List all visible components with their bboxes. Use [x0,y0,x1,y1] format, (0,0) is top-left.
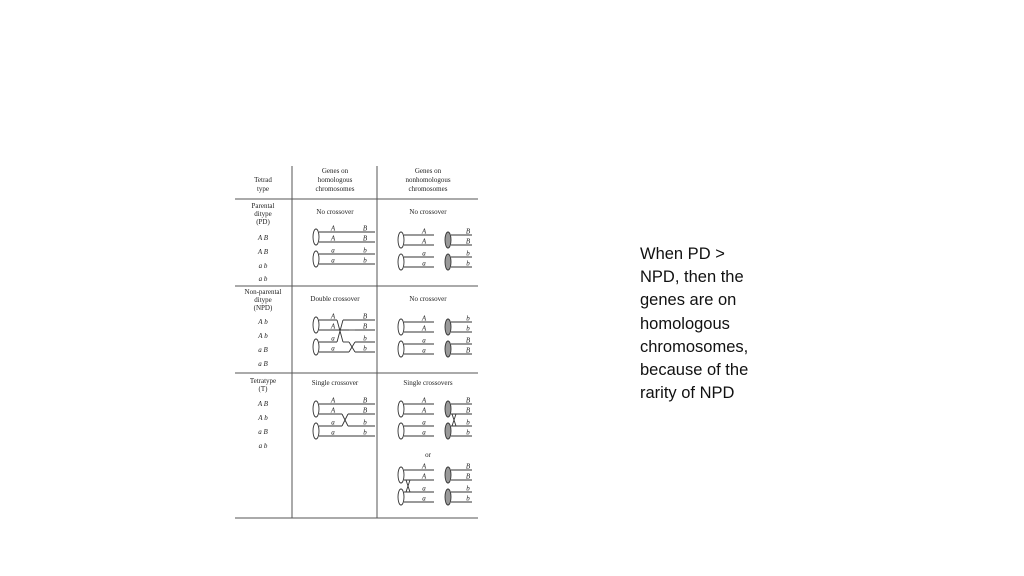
t-or-label: or [425,451,431,459]
t-nonhomologous-b-allele-right-1: B [465,472,471,481]
npd-homologous-centromere-top [313,317,319,333]
t-nonhomologous-b-centromere-r-bottom [445,489,451,505]
t-nonhomologous-b-centromere-r-top [445,467,451,483]
t-nonhomologous-b-allele-right-2: b [466,484,470,493]
t-nonhomologous-b-allele-left-1: A [421,472,427,481]
npd-nonhomologous-label: No crossover [409,295,447,303]
npd-label-line3: (NPD) [253,304,273,312]
pt-homologous-allele-left-0: A [330,396,336,405]
t-genotype-1: A B [257,400,269,408]
tetrad-analysis-figure [235,160,478,520]
t-genotype-3: a B [258,428,268,436]
t-nonhomologous-b-allele-right-3: b [466,494,470,503]
npd-nonhomologous-allele-right-2: B [465,336,471,345]
npd-nonhomologous-centromere-r-top [445,319,451,335]
npd-nonhomologous-centromere-l-top [398,319,404,335]
npd-nonhomologous-allele-right-1: b [466,324,470,333]
pd-genotype-3: a b [258,262,268,270]
pd-nonhomologous-allele-right-3: b [466,259,470,268]
npd-genotype-1: A b [258,318,268,326]
t-genotype-4: a b [258,442,268,450]
t-label-line2: (T) [258,385,268,393]
pd-nonhomologous-label: No crossover [409,208,447,216]
npd-homologous-allele-right-2: b [363,334,367,343]
pt-homologous-allele-left-1: A [330,406,336,415]
header-col1-line1: Tetrad [254,176,272,184]
pd-nonhomologous-allele-right-1: B [465,237,471,246]
pt-homologous-allele-left-3: a [331,428,335,437]
t-nonhomologous-a-centromere-l-bottom [398,423,404,439]
pd-homologous-allele-right-1: B [362,234,368,243]
pt-homologous-allele-right-1: B [362,406,368,415]
npd-homologous-allele-right-1: B [362,322,368,331]
pd-label-line1: Parental [251,202,275,210]
t-nonhomologous-b-allele-right-0: B [465,462,471,471]
header-col2-line3: chromosomes [315,185,355,193]
pd-genotype-1: A B [257,234,269,242]
npd-nonhomologous-centromere-r-bottom [445,341,451,357]
pd-label-line3: (PD) [256,218,270,226]
npd-genotype-3: a B [258,346,268,354]
header-col2-line1: Genes on [321,167,349,175]
header-col3-line1: Genes on [414,167,442,175]
pt-homologous-allele-left-2: a [331,418,335,427]
t-nonhomologous-a-allele-right-3: b [466,428,470,437]
pd-genotype-2: A B [257,248,269,256]
t-nonhomologous-a-allele-left-1: A [421,406,427,415]
npd-homologous-allele-right-3: b [363,344,367,353]
t-genotype-2: A b [258,414,268,422]
t-nonhomologous-b-centromere-l-bottom [398,489,404,505]
pd-nonhomologous-allele-right-0: B [465,227,471,236]
pd-genotype-4: a b [258,275,268,283]
pd-homologous-allele-right-2: b [363,246,367,255]
pd-homologous-allele-left-2: a [331,246,335,255]
pd-nonhomologous-allele-left-2: a [422,249,426,258]
npd-label-line2: ditype [254,296,272,304]
t-nonhomologous-a-allele-left-0: A [421,396,427,405]
t-nonhomologous-b-centromere-l-top [398,467,404,483]
npd-nonhomologous-allele-right-3: B [465,346,471,355]
t-nonhomologous-a-allele-left-3: a [422,428,426,437]
pd-nonhomologous-allele-left-3: a [422,259,426,268]
pd-nonhomologous-allele-left-0: A [421,227,427,236]
pd-nonhomologous-centromere-l-top [398,232,404,248]
t-nonhomologous-a-allele-right-2: b [466,418,470,427]
npd-label-line1: Non-parental [244,288,282,296]
t-nonhomologous-a-centromere-r-top [445,401,451,417]
npd-nonhomologous-allele-left-3: a [422,346,426,355]
npd-nonhomologous-centromere-l-bottom [398,341,404,357]
pd-homologous-allele-left-0: A [330,224,336,233]
pd-homologous-allele-right-0: B [362,224,368,233]
npd-homologous-allele-left-1: A [330,322,336,331]
t-nonhomologous-a-allele-right-1: B [465,406,471,415]
t-nonhomologous-b-allele-left-0: A [421,462,427,471]
pd-homologous-allele-left-3: a [331,256,335,265]
pt-homologous-allele-right-2: b [363,418,367,427]
npd-homologous-centromere-bottom [313,339,319,355]
pd-homologous-allele-left-1: A [330,234,336,243]
pt-homologous-allele-right-0: B [362,396,368,405]
pt-homologous-allele-right-3: b [363,428,367,437]
npd-homologous-allele-right-0: B [362,312,368,321]
npd-nonhomologous-allele-left-2: a [422,336,426,345]
pd-nonhomologous-centromere-r-bottom [445,254,451,270]
pt-homologous-centromere-bottom [313,423,319,439]
pd-nonhomologous-allele-left-1: A [421,237,427,246]
header-col3-line2: nonhomologous [405,176,451,184]
npd-genotype-4: a B [258,360,268,368]
t-nonhomologous-a-allele-right-0: B [465,396,471,405]
npd-genotype-2: A b [258,332,268,340]
tetrad-table [235,160,478,520]
t-label-line1: Tetratype [249,377,277,385]
header-col1-line2: type [256,185,270,193]
t-homologous-label: Single crossover [311,379,359,387]
explanation-caption: When PD > NPD, then the genes are on homologous chromosomes, because of the rarity of NPD [640,245,749,403]
t-nonhomologous-a-centromere-l-top [398,401,404,417]
t-nonhomologous-label: Single crossovers [403,379,453,387]
npd-homologous-allele-left-3: a [331,344,335,353]
chromosome-drawings [313,225,472,506]
pd-nonhomologous-centromere-r-top [445,232,451,248]
npd-nonhomologous-allele-left-1: A [421,324,427,333]
t-nonhomologous-a-centromere-r-bottom [445,423,451,439]
t-nonhomologous-b-allele-left-2: a [422,484,426,493]
pt-homologous-centromere-top [313,401,319,417]
npd-homologous-allele-left-0: A [330,312,336,321]
header-col2-line2: homologous [317,176,353,184]
pd-homologous-label: No crossover [316,208,354,216]
npd-homologous-allele-left-2: a [331,334,335,343]
pd-homologous-allele-right-3: b [363,256,367,265]
pd-homologous-centromere-top [313,229,319,245]
pd-label-line2: ditype [254,210,272,218]
pd-homologous-centromere-bottom [313,251,319,267]
pd-nonhomologous-centromere-l-bottom [398,254,404,270]
npd-nonhomologous-allele-right-0: b [466,314,470,323]
npd-homologous-label: Double crossover [310,295,360,303]
t-nonhomologous-a-allele-left-2: a [422,418,426,427]
npd-nonhomologous-allele-left-0: A [421,314,427,323]
pd-nonhomologous-allele-right-2: b [466,249,470,258]
t-nonhomologous-b-allele-left-3: a [422,494,426,503]
header-col3-line3: chromosomes [408,185,448,193]
